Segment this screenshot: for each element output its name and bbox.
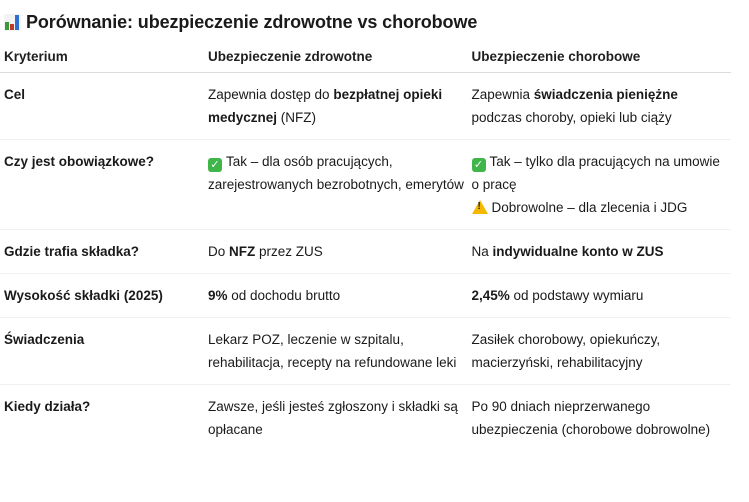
column-header-criterion: Kryterium xyxy=(0,40,208,73)
table-row xyxy=(0,73,731,140)
check-mark-icon: ✓ xyxy=(208,158,222,172)
page-title-text: Porównanie: ubezpieczenie zdrowotne vs chorobowe xyxy=(26,12,478,32)
table-row xyxy=(0,230,731,274)
check-mark-icon: ✓ xyxy=(472,158,486,172)
column-header-sickness-insurance: Ubezpieczenie chorobowe xyxy=(472,40,732,73)
comparison-table xyxy=(0,40,731,451)
sickness-cell: Po 90 dniach nieprzerwanego ubezpieczenia (chorobowe dobrowolne) xyxy=(471,399,711,437)
health-cell: Do NFZ przez ZUS xyxy=(208,230,472,274)
criterion-cell: Czy jest obowiązkowe? xyxy=(0,140,208,230)
table-row xyxy=(0,318,731,385)
column-header-health-insurance: Ubezpieczenie zdrowotne xyxy=(208,40,472,73)
health-cell: 9% od dochodu brutto xyxy=(208,274,472,318)
warning-icon xyxy=(472,200,488,214)
criterion-cell: Cel xyxy=(0,73,208,140)
bar-chart-icon xyxy=(4,14,21,31)
health-cell: Lekarz POZ, leczenie w szpitalu, rehabilitacja, recepty na refundowane leki xyxy=(208,318,472,385)
highlight-text: świadczenia pieniężne xyxy=(533,87,678,102)
table-row xyxy=(0,274,731,318)
sickness-cell: 2,45% od podstawy wymiaru xyxy=(472,274,732,318)
sickness-cell: Zasiłek chorobowy, opiekuńczy, macierzyński, rehabilitacyjny xyxy=(472,318,732,385)
criterion-cell: Świadczenia xyxy=(0,318,208,385)
health-cell: Zapewnia dostęp do bezpłatnej opieki medycznej (NFZ) xyxy=(208,73,472,140)
highlight-text: NFZ xyxy=(229,244,256,259)
criterion-cell: Gdzie trafia składka? xyxy=(0,230,208,274)
page-title xyxy=(4,12,477,33)
sickness-cell: ✓ Tak – tylko dla pracujących na umowie o pracę !Dobrowolne – dla zlecenia i JDG xyxy=(472,140,732,230)
sickness-cell: Zapewnia świadczenia pieniężne podczas choroby, opieki lub ciąży xyxy=(472,73,732,140)
table-row xyxy=(0,385,731,452)
health-cell: Zawsze, jeśli jesteś zgłoszony i składki są opłacane xyxy=(207,399,458,437)
highlight-text: indywidualne konto w ZUS xyxy=(492,244,664,259)
health-cell: ✓ Tak – dla osób pracujących, zarejestrowanych bezrobotnych, emerytów xyxy=(208,140,472,230)
criterion-cell: Kiedy działa? xyxy=(4,399,91,414)
table-header-row xyxy=(0,40,731,73)
highlight-text: 9% xyxy=(207,288,228,303)
table-row xyxy=(0,140,731,230)
highlight-text: 2,45% xyxy=(471,288,510,303)
criterion-cell: Wysokość składki (2025) xyxy=(0,274,208,318)
highlight-text: bezpłatnej opieki medycznej xyxy=(207,87,443,125)
sickness-cell: Na indywidualne konto w ZUS xyxy=(472,230,732,274)
